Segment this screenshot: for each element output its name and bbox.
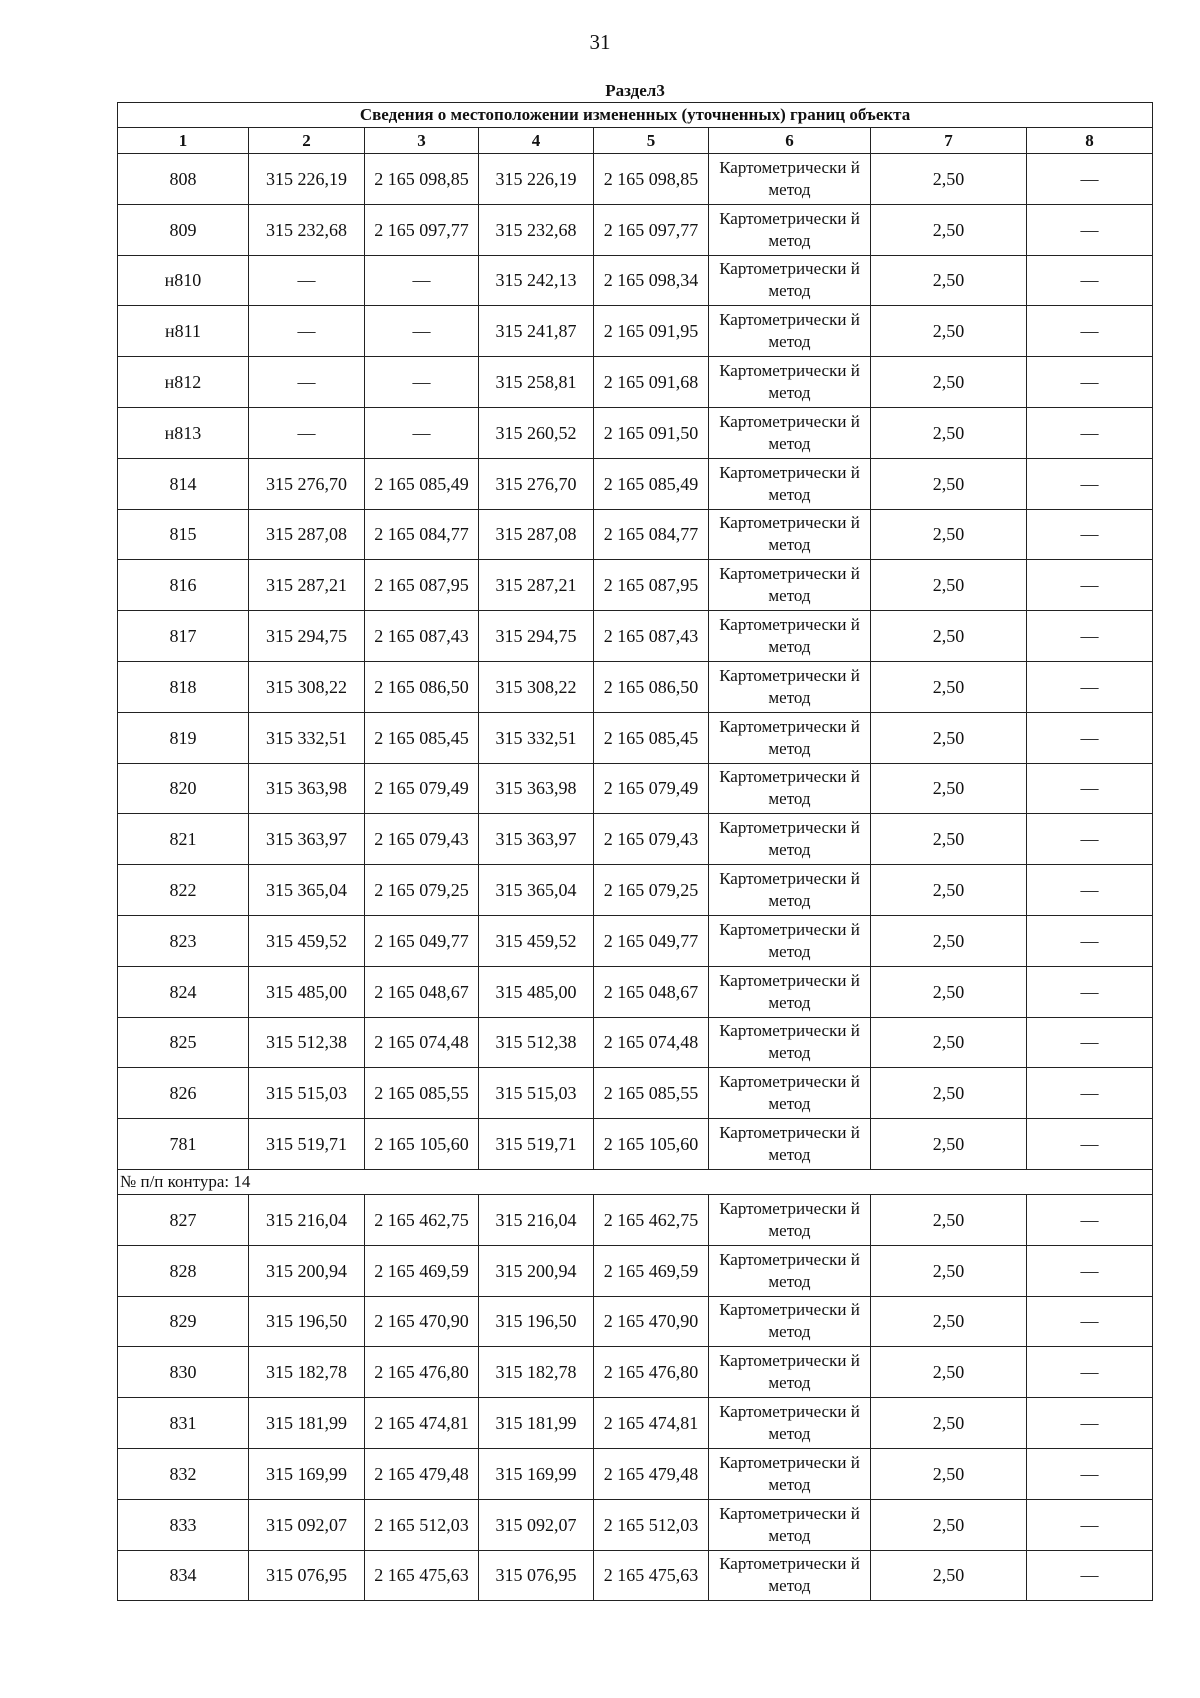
- old-y-cell: 2 165 462,75: [365, 1194, 479, 1245]
- new-x-cell: 315 181,99: [479, 1398, 594, 1449]
- method-cell: Картометрически й метод: [709, 1194, 871, 1245]
- new-y-cell: 2 165 097,77: [594, 204, 709, 255]
- point-id-cell: 817: [118, 611, 249, 662]
- note-cell: —: [1027, 407, 1153, 458]
- new-y-cell: 2 165 091,95: [594, 306, 709, 357]
- new-x-cell: 315 276,70: [479, 458, 594, 509]
- table-row: [118, 560, 1153, 611]
- accuracy-cell: 2,50: [871, 1194, 1027, 1245]
- table-row: [118, 1550, 1153, 1601]
- note-cell: —: [1027, 357, 1153, 408]
- boundary-coordinates-table: [117, 80, 1153, 1601]
- new-y-cell: 2 165 079,49: [594, 763, 709, 814]
- new-y-cell: 2 165 085,45: [594, 712, 709, 763]
- new-y-cell: 2 165 476,80: [594, 1347, 709, 1398]
- point-id-cell: 819: [118, 712, 249, 763]
- method-cell: Картометрически й метод: [709, 357, 871, 408]
- old-y-cell: 2 165 079,25: [365, 865, 479, 916]
- new-x-cell: 315 363,98: [479, 763, 594, 814]
- old-x-cell: 315 076,95: [249, 1550, 365, 1601]
- accuracy-cell: 2,50: [871, 154, 1027, 205]
- accuracy-cell: 2,50: [871, 306, 1027, 357]
- contour-row: [118, 1169, 1153, 1194]
- new-x-cell: 315 485,00: [479, 966, 594, 1017]
- old-x-cell: 315 182,78: [249, 1347, 365, 1398]
- new-y-cell: 2 165 048,67: [594, 966, 709, 1017]
- table-body: [118, 154, 1153, 1601]
- new-y-cell: 2 165 105,60: [594, 1119, 709, 1170]
- accuracy-cell: 2,50: [871, 1448, 1027, 1499]
- old-x-cell: 315 294,75: [249, 611, 365, 662]
- table-row: [118, 814, 1153, 865]
- old-x-cell: 315 169,99: [249, 1448, 365, 1499]
- old-y-cell: 2 165 074,48: [365, 1017, 479, 1068]
- point-id-cell: 816: [118, 560, 249, 611]
- table-row: [118, 1119, 1153, 1170]
- new-y-cell: 2 165 475,63: [594, 1550, 709, 1601]
- column-number-header: 1: [118, 128, 249, 154]
- note-cell: —: [1027, 814, 1153, 865]
- point-id-cell: 826: [118, 1068, 249, 1119]
- table-row: [118, 865, 1153, 916]
- page-number: 31: [589, 30, 611, 54]
- note-cell: —: [1027, 306, 1153, 357]
- point-id-cell: н812: [118, 357, 249, 408]
- note-cell: —: [1027, 763, 1153, 814]
- point-id-cell: 823: [118, 915, 249, 966]
- old-x-cell: 315 232,68: [249, 204, 365, 255]
- note-cell: —: [1027, 966, 1153, 1017]
- table-row: [118, 204, 1153, 255]
- column-number-header: 2: [249, 128, 365, 154]
- point-id-cell: 831: [118, 1398, 249, 1449]
- accuracy-cell: 2,50: [871, 1017, 1027, 1068]
- method-cell: Картометрически й метод: [709, 915, 871, 966]
- new-x-cell: 315 365,04: [479, 865, 594, 916]
- old-y-cell: 2 165 098,85: [365, 154, 479, 205]
- point-id-cell: 822: [118, 865, 249, 916]
- method-cell: Картометрически й метод: [709, 1499, 871, 1550]
- old-y-cell: 2 165 512,03: [365, 1499, 479, 1550]
- old-y-cell: 2 165 084,77: [365, 509, 479, 560]
- new-x-cell: 315 216,04: [479, 1194, 594, 1245]
- table-row: [118, 763, 1153, 814]
- new-y-cell: 2 165 474,81: [594, 1398, 709, 1449]
- method-cell: Картометрически й метод: [709, 1017, 871, 1068]
- old-y-cell: 2 165 049,77: [365, 915, 479, 966]
- point-id-cell: 829: [118, 1296, 249, 1347]
- accuracy-cell: 2,50: [871, 560, 1027, 611]
- old-x-cell: 315 515,03: [249, 1068, 365, 1119]
- old-y-cell: 2 165 475,63: [365, 1550, 479, 1601]
- table-row: [118, 1245, 1153, 1296]
- point-id-cell: 828: [118, 1245, 249, 1296]
- point-id-cell: 815: [118, 509, 249, 560]
- old-x-cell: 315 181,99: [249, 1398, 365, 1449]
- accuracy-cell: 2,50: [871, 204, 1027, 255]
- method-cell: Картометрически й метод: [709, 611, 871, 662]
- new-y-cell: 2 165 469,59: [594, 1245, 709, 1296]
- new-x-cell: 315 076,95: [479, 1550, 594, 1601]
- new-x-cell: 315 512,38: [479, 1017, 594, 1068]
- table-row: [118, 1347, 1153, 1398]
- old-y-cell: —: [365, 255, 479, 306]
- new-x-cell: 315 232,68: [479, 204, 594, 255]
- method-cell: Картометрически й метод: [709, 204, 871, 255]
- note-cell: —: [1027, 1347, 1153, 1398]
- old-y-cell: 2 165 470,90: [365, 1296, 479, 1347]
- accuracy-cell: 2,50: [871, 458, 1027, 509]
- table-row: [118, 306, 1153, 357]
- point-id-cell: 833: [118, 1499, 249, 1550]
- accuracy-cell: 2,50: [871, 763, 1027, 814]
- table-row: [118, 1398, 1153, 1449]
- accuracy-cell: 2,50: [871, 915, 1027, 966]
- new-x-cell: 315 363,97: [479, 814, 594, 865]
- old-x-cell: 315 332,51: [249, 712, 365, 763]
- old-y-cell: 2 165 087,95: [365, 560, 479, 611]
- new-x-cell: 315 287,21: [479, 560, 594, 611]
- method-cell: Картометрически й метод: [709, 509, 871, 560]
- new-x-cell: 315 459,52: [479, 915, 594, 966]
- point-id-cell: 818: [118, 661, 249, 712]
- method-cell: Картометрически й метод: [709, 1398, 871, 1449]
- accuracy-cell: 2,50: [871, 255, 1027, 306]
- old-y-cell: —: [365, 306, 479, 357]
- old-y-cell: 2 165 048,67: [365, 966, 479, 1017]
- accuracy-cell: 2,50: [871, 966, 1027, 1017]
- old-x-cell: 315 512,38: [249, 1017, 365, 1068]
- new-x-cell: 315 519,71: [479, 1119, 594, 1170]
- new-y-cell: 2 165 079,25: [594, 865, 709, 916]
- point-id-cell: 824: [118, 966, 249, 1017]
- old-y-cell: 2 165 469,59: [365, 1245, 479, 1296]
- accuracy-cell: 2,50: [871, 509, 1027, 560]
- method-cell: Картометрически й метод: [709, 154, 871, 205]
- note-cell: —: [1027, 1245, 1153, 1296]
- section-title: Раздел3: [605, 81, 665, 100]
- accuracy-cell: 2,50: [871, 1398, 1027, 1449]
- new-x-cell: 315 332,51: [479, 712, 594, 763]
- point-id-cell: 808: [118, 154, 249, 205]
- table-row: [118, 357, 1153, 408]
- accuracy-cell: 2,50: [871, 1499, 1027, 1550]
- column-number-header: 7: [871, 128, 1027, 154]
- new-x-cell: 315 196,50: [479, 1296, 594, 1347]
- old-x-cell: 315 287,21: [249, 560, 365, 611]
- column-number-header: 8: [1027, 128, 1153, 154]
- new-x-cell: 315 226,19: [479, 154, 594, 205]
- contour-label: № п/п контура: 14: [118, 1169, 1153, 1194]
- table-row: [118, 915, 1153, 966]
- accuracy-cell: 2,50: [871, 865, 1027, 916]
- new-y-cell: 2 165 074,48: [594, 1017, 709, 1068]
- new-x-cell: 315 287,08: [479, 509, 594, 560]
- accuracy-cell: 2,50: [871, 712, 1027, 763]
- old-y-cell: 2 165 085,49: [365, 458, 479, 509]
- new-y-cell: 2 165 479,48: [594, 1448, 709, 1499]
- table-row: [118, 1296, 1153, 1347]
- new-y-cell: 2 165 049,77: [594, 915, 709, 966]
- note-cell: —: [1027, 154, 1153, 205]
- point-id-cell: 832: [118, 1448, 249, 1499]
- old-y-cell: —: [365, 407, 479, 458]
- method-cell: Картометрически й метод: [709, 865, 871, 916]
- new-y-cell: 2 165 084,77: [594, 509, 709, 560]
- method-cell: Картометрически й метод: [709, 1347, 871, 1398]
- new-y-cell: 2 165 087,43: [594, 611, 709, 662]
- old-y-cell: 2 165 087,43: [365, 611, 479, 662]
- new-x-cell: 315 258,81: [479, 357, 594, 408]
- accuracy-cell: 2,50: [871, 611, 1027, 662]
- method-cell: Картометрически й метод: [709, 966, 871, 1017]
- new-x-cell: 315 294,75: [479, 611, 594, 662]
- column-number-header: 6: [709, 128, 871, 154]
- old-y-cell: 2 165 479,48: [365, 1448, 479, 1499]
- new-y-cell: 2 165 091,68: [594, 357, 709, 408]
- new-x-cell: 315 241,87: [479, 306, 594, 357]
- table-row: [118, 1194, 1153, 1245]
- old-y-cell: 2 165 476,80: [365, 1347, 479, 1398]
- note-cell: —: [1027, 509, 1153, 560]
- note-cell: —: [1027, 204, 1153, 255]
- accuracy-cell: 2,50: [871, 661, 1027, 712]
- method-cell: Картометрически й метод: [709, 661, 871, 712]
- table-title-row: [118, 103, 1153, 128]
- note-cell: —: [1027, 1296, 1153, 1347]
- new-y-cell: 2 165 512,03: [594, 1499, 709, 1550]
- table-row: [118, 661, 1153, 712]
- method-cell: Картометрически й метод: [709, 1068, 871, 1119]
- point-id-cell: 809: [118, 204, 249, 255]
- new-x-cell: 315 515,03: [479, 1068, 594, 1119]
- new-y-cell: 2 165 087,95: [594, 560, 709, 611]
- method-cell: Картометрически й метод: [709, 1119, 871, 1170]
- accuracy-cell: 2,50: [871, 1347, 1027, 1398]
- new-x-cell: 315 200,94: [479, 1245, 594, 1296]
- new-x-cell: 315 260,52: [479, 407, 594, 458]
- table-row: [118, 458, 1153, 509]
- note-cell: —: [1027, 1068, 1153, 1119]
- new-y-cell: 2 165 098,85: [594, 154, 709, 205]
- table-row: [118, 712, 1153, 763]
- old-x-cell: 315 276,70: [249, 458, 365, 509]
- table-title: Сведения о местоположении измененных (уточненных) границ объекта: [118, 103, 1153, 128]
- method-cell: Картометрически й метод: [709, 1448, 871, 1499]
- new-y-cell: 2 165 079,43: [594, 814, 709, 865]
- point-id-cell: н810: [118, 255, 249, 306]
- method-cell: Картометрически й метод: [709, 306, 871, 357]
- new-x-cell: 315 242,13: [479, 255, 594, 306]
- note-cell: —: [1027, 1194, 1153, 1245]
- table-row: [118, 611, 1153, 662]
- method-cell: Картометрически й метод: [709, 1550, 871, 1601]
- method-cell: Картометрически й метод: [709, 1296, 871, 1347]
- point-id-cell: н813: [118, 407, 249, 458]
- method-cell: Картометрически й метод: [709, 1245, 871, 1296]
- old-x-cell: 315 459,52: [249, 915, 365, 966]
- table-row: [118, 154, 1153, 205]
- point-id-cell: 825: [118, 1017, 249, 1068]
- method-cell: Картометрически й метод: [709, 458, 871, 509]
- old-x-cell: —: [249, 357, 365, 408]
- new-y-cell: 2 165 091,50: [594, 407, 709, 458]
- note-cell: —: [1027, 1119, 1153, 1170]
- note-cell: —: [1027, 661, 1153, 712]
- method-cell: Картометрически й метод: [709, 814, 871, 865]
- old-x-cell: 315 519,71: [249, 1119, 365, 1170]
- method-cell: Картометрически й метод: [709, 763, 871, 814]
- note-cell: —: [1027, 1398, 1153, 1449]
- accuracy-cell: 2,50: [871, 1119, 1027, 1170]
- note-cell: —: [1027, 865, 1153, 916]
- note-cell: —: [1027, 1017, 1153, 1068]
- new-y-cell: 2 165 470,90: [594, 1296, 709, 1347]
- accuracy-cell: 2,50: [871, 1245, 1027, 1296]
- note-cell: —: [1027, 458, 1153, 509]
- old-x-cell: 315 308,22: [249, 661, 365, 712]
- table-row: [118, 1499, 1153, 1550]
- section-title-row: [118, 80, 1153, 103]
- note-cell: —: [1027, 560, 1153, 611]
- new-y-cell: 2 165 462,75: [594, 1194, 709, 1245]
- accuracy-cell: 2,50: [871, 1550, 1027, 1601]
- old-y-cell: 2 165 085,55: [365, 1068, 479, 1119]
- point-id-cell: 781: [118, 1119, 249, 1170]
- new-x-cell: 315 308,22: [479, 661, 594, 712]
- accuracy-cell: 2,50: [871, 357, 1027, 408]
- old-x-cell: 315 196,50: [249, 1296, 365, 1347]
- method-cell: Картометрически й метод: [709, 560, 871, 611]
- point-id-cell: 814: [118, 458, 249, 509]
- point-id-cell: 821: [118, 814, 249, 865]
- point-id-cell: 834: [118, 1550, 249, 1601]
- note-cell: —: [1027, 712, 1153, 763]
- note-cell: —: [1027, 611, 1153, 662]
- method-cell: Картометрически й метод: [709, 407, 871, 458]
- note-cell: —: [1027, 1499, 1153, 1550]
- note-cell: —: [1027, 255, 1153, 306]
- old-y-cell: 2 165 079,49: [365, 763, 479, 814]
- old-x-cell: 315 226,19: [249, 154, 365, 205]
- method-cell: Картометрически й метод: [709, 712, 871, 763]
- column-number-header: 4: [479, 128, 594, 154]
- note-cell: —: [1027, 1448, 1153, 1499]
- table-row: [118, 407, 1153, 458]
- accuracy-cell: 2,50: [871, 814, 1027, 865]
- table-row: [118, 1448, 1153, 1499]
- point-id-cell: 820: [118, 763, 249, 814]
- old-x-cell: 315 363,98: [249, 763, 365, 814]
- point-id-cell: н811: [118, 306, 249, 357]
- old-x-cell: —: [249, 306, 365, 357]
- old-y-cell: 2 165 474,81: [365, 1398, 479, 1449]
- method-cell: Картометрически й метод: [709, 255, 871, 306]
- point-id-cell: 827: [118, 1194, 249, 1245]
- new-y-cell: 2 165 098,34: [594, 255, 709, 306]
- new-x-cell: 315 092,07: [479, 1499, 594, 1550]
- table-row: [118, 1017, 1153, 1068]
- new-y-cell: 2 165 085,49: [594, 458, 709, 509]
- new-x-cell: 315 169,99: [479, 1448, 594, 1499]
- old-y-cell: 2 165 105,60: [365, 1119, 479, 1170]
- new-y-cell: 2 165 086,50: [594, 661, 709, 712]
- accuracy-cell: 2,50: [871, 407, 1027, 458]
- note-cell: —: [1027, 1550, 1153, 1601]
- column-number-header: 5: [594, 128, 709, 154]
- old-y-cell: 2 165 079,43: [365, 814, 479, 865]
- table-row: [118, 509, 1153, 560]
- old-y-cell: 2 165 086,50: [365, 661, 479, 712]
- column-number-row: [118, 128, 1153, 154]
- table-row: [118, 1068, 1153, 1119]
- accuracy-cell: 2,50: [871, 1068, 1027, 1119]
- old-y-cell: 2 165 097,77: [365, 204, 479, 255]
- column-number-header: 3: [365, 128, 479, 154]
- old-y-cell: 2 165 085,45: [365, 712, 479, 763]
- old-x-cell: —: [249, 255, 365, 306]
- old-x-cell: 315 365,04: [249, 865, 365, 916]
- old-x-cell: 315 485,00: [249, 966, 365, 1017]
- point-id-cell: 830: [118, 1347, 249, 1398]
- note-cell: —: [1027, 915, 1153, 966]
- table-row: [118, 966, 1153, 1017]
- old-x-cell: 315 200,94: [249, 1245, 365, 1296]
- old-x-cell: —: [249, 407, 365, 458]
- old-y-cell: —: [365, 357, 479, 408]
- old-x-cell: 315 216,04: [249, 1194, 365, 1245]
- table-row: [118, 255, 1153, 306]
- old-x-cell: 315 092,07: [249, 1499, 365, 1550]
- new-y-cell: 2 165 085,55: [594, 1068, 709, 1119]
- old-x-cell: 315 363,97: [249, 814, 365, 865]
- accuracy-cell: 2,50: [871, 1296, 1027, 1347]
- new-x-cell: 315 182,78: [479, 1347, 594, 1398]
- old-x-cell: 315 287,08: [249, 509, 365, 560]
